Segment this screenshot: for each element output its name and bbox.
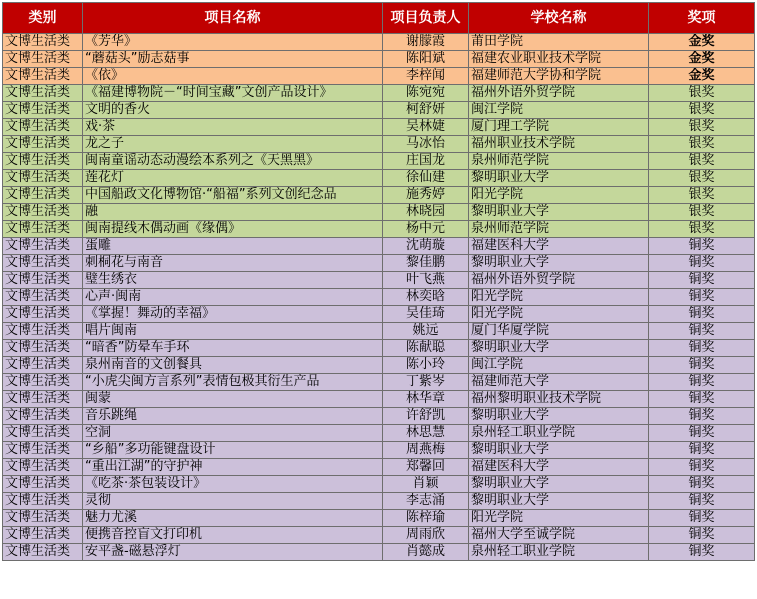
project-name-cell: “暗香”防晕车手环 bbox=[83, 340, 383, 357]
category-cell: 文博生活类 bbox=[3, 357, 83, 374]
school-cell: 黎明职业大学 bbox=[469, 408, 649, 425]
project-lead-cell: 林华章 bbox=[383, 391, 469, 408]
school-cell: 厦门理工学院 bbox=[469, 119, 649, 136]
category-cell: 文博生活类 bbox=[3, 68, 83, 85]
project-lead-cell: 许舒凯 bbox=[383, 408, 469, 425]
award-cell: 银奖 bbox=[649, 221, 755, 238]
table-row bbox=[3, 51, 755, 68]
project-lead-cell: 林思慧 bbox=[383, 425, 469, 442]
school-cell: 福州黎明职业技术学院 bbox=[469, 391, 649, 408]
school-cell: 福建农业职业技术学院 bbox=[469, 51, 649, 68]
header-category: 类别 bbox=[3, 3, 83, 34]
school-cell: 福州大学至诚学院 bbox=[469, 527, 649, 544]
category-cell: 文博生活类 bbox=[3, 221, 83, 238]
project-lead-cell: 黎佳鹏 bbox=[383, 255, 469, 272]
table-row bbox=[3, 238, 755, 255]
project-lead-cell: 柯舒妍 bbox=[383, 102, 469, 119]
project-name-cell: 唱片闽南 bbox=[83, 323, 383, 340]
project-name-cell: “小虎尖闽方言系列”表情包极其衍生产品 bbox=[83, 374, 383, 391]
award-cell: 铜奖 bbox=[649, 493, 755, 510]
project-name-cell: 戏·茶 bbox=[83, 119, 383, 136]
project-name-cell: 魅力尤溪 bbox=[83, 510, 383, 527]
table-row bbox=[3, 102, 755, 119]
table-row bbox=[3, 493, 755, 510]
project-name-cell: “重出江湖”的守护神 bbox=[83, 459, 383, 476]
school-cell: 黎明职业大学 bbox=[469, 493, 649, 510]
header-row bbox=[3, 3, 755, 34]
project-lead-cell: 肖懿成 bbox=[383, 544, 469, 561]
project-lead-cell: 陈献聪 bbox=[383, 340, 469, 357]
category-cell: 文博生活类 bbox=[3, 527, 83, 544]
project-name-cell: 文明的香火 bbox=[83, 102, 383, 119]
award-cell: 银奖 bbox=[649, 153, 755, 170]
award-cell: 铜奖 bbox=[649, 255, 755, 272]
school-cell: 阳光学院 bbox=[469, 306, 649, 323]
project-lead-cell: 陈小玲 bbox=[383, 357, 469, 374]
table-row bbox=[3, 187, 755, 204]
project-lead-cell: 肖颖 bbox=[383, 476, 469, 493]
category-cell: 文博生活类 bbox=[3, 119, 83, 136]
table-row bbox=[3, 391, 755, 408]
table-row bbox=[3, 476, 755, 493]
school-cell: 福州职业技术学院 bbox=[469, 136, 649, 153]
category-cell: 文博生活类 bbox=[3, 204, 83, 221]
category-cell: 文博生活类 bbox=[3, 34, 83, 51]
table-row bbox=[3, 306, 755, 323]
category-cell: 文博生活类 bbox=[3, 289, 83, 306]
project-name-cell: 《吃茶·茶包装设计》 bbox=[83, 476, 383, 493]
project-name-cell: 刺桐花与南音 bbox=[83, 255, 383, 272]
category-cell: 文博生活类 bbox=[3, 442, 83, 459]
table-row bbox=[3, 255, 755, 272]
category-cell: 文博生活类 bbox=[3, 238, 83, 255]
category-cell: 文博生活类 bbox=[3, 136, 83, 153]
table-row bbox=[3, 357, 755, 374]
project-name-cell: 安平盏-磁悬浮灯 bbox=[83, 544, 383, 561]
project-lead-cell: 李梓闻 bbox=[383, 68, 469, 85]
project-name-cell: “乡船”多功能键盘设计 bbox=[83, 442, 383, 459]
school-cell: 黎明职业大学 bbox=[469, 255, 649, 272]
category-cell: 文博生活类 bbox=[3, 85, 83, 102]
table-row bbox=[3, 442, 755, 459]
school-cell: 泉州轻工职业学院 bbox=[469, 425, 649, 442]
project-lead-cell: 林奕晗 bbox=[383, 289, 469, 306]
table-row bbox=[3, 153, 755, 170]
project-lead-cell: 姚远 bbox=[383, 323, 469, 340]
project-lead-cell: 谢朦霞 bbox=[383, 34, 469, 51]
table-row bbox=[3, 510, 755, 527]
school-cell: 黎明职业大学 bbox=[469, 170, 649, 187]
project-name-cell: 《依》 bbox=[83, 68, 383, 85]
project-lead-cell: 李志涌 bbox=[383, 493, 469, 510]
project-lead-cell: 施秀婷 bbox=[383, 187, 469, 204]
table-row bbox=[3, 340, 755, 357]
school-cell: 黎明职业大学 bbox=[469, 340, 649, 357]
project-name-cell: 璧生绣衣 bbox=[83, 272, 383, 289]
category-cell: 文博生活类 bbox=[3, 493, 83, 510]
category-cell: 文博生活类 bbox=[3, 170, 83, 187]
award-cell: 金奖 bbox=[649, 34, 755, 51]
project-name-cell: 闽蒙 bbox=[83, 391, 383, 408]
category-cell: 文博生活类 bbox=[3, 408, 83, 425]
category-cell: 文博生活类 bbox=[3, 544, 83, 561]
table-row bbox=[3, 459, 755, 476]
school-cell: 阳光学院 bbox=[469, 289, 649, 306]
table-row bbox=[3, 374, 755, 391]
award-cell: 铜奖 bbox=[649, 391, 755, 408]
awards-table bbox=[2, 2, 755, 561]
school-cell: 福建医科大学 bbox=[469, 238, 649, 255]
award-cell: 银奖 bbox=[649, 102, 755, 119]
project-name-cell: 龙之子 bbox=[83, 136, 383, 153]
school-cell: 泉州师范学院 bbox=[469, 153, 649, 170]
project-name-cell: 《福建博物院－“时间宝藏”文创产品设计》 bbox=[83, 85, 383, 102]
project-lead-cell: 陈梓瑜 bbox=[383, 510, 469, 527]
table-row bbox=[3, 323, 755, 340]
award-cell: 铜奖 bbox=[649, 289, 755, 306]
school-cell: 福州外语外贸学院 bbox=[469, 85, 649, 102]
school-cell: 泉州师范学院 bbox=[469, 221, 649, 238]
project-name-cell: 《掌握！舞动的幸福》 bbox=[83, 306, 383, 323]
award-cell: 铜奖 bbox=[649, 323, 755, 340]
award-cell: 铜奖 bbox=[649, 442, 755, 459]
header-project-lead: 项目负责人 bbox=[383, 3, 469, 34]
project-name-cell: 《芳华》 bbox=[83, 34, 383, 51]
category-cell: 文博生活类 bbox=[3, 187, 83, 204]
award-cell: 金奖 bbox=[649, 68, 755, 85]
category-cell: 文博生活类 bbox=[3, 391, 83, 408]
award-cell: 铜奖 bbox=[649, 544, 755, 561]
award-cell: 银奖 bbox=[649, 170, 755, 187]
project-lead-cell: 沈萌璇 bbox=[383, 238, 469, 255]
table-row bbox=[3, 527, 755, 544]
school-cell: 阳光学院 bbox=[469, 187, 649, 204]
category-cell: 文博生活类 bbox=[3, 255, 83, 272]
project-lead-cell: 丁紫岑 bbox=[383, 374, 469, 391]
header-school-name: 学校名称 bbox=[469, 3, 649, 34]
project-name-cell: 蛋雕 bbox=[83, 238, 383, 255]
project-name-cell: “蘑菇头”励志菇事 bbox=[83, 51, 383, 68]
table-row bbox=[3, 272, 755, 289]
award-cell: 铜奖 bbox=[649, 408, 755, 425]
award-cell: 金奖 bbox=[649, 51, 755, 68]
project-lead-cell: 周雨欣 bbox=[383, 527, 469, 544]
project-lead-cell: 郑馨回 bbox=[383, 459, 469, 476]
school-cell: 闽江学院 bbox=[469, 357, 649, 374]
school-cell: 福建医科大学 bbox=[469, 459, 649, 476]
table-row bbox=[3, 425, 755, 442]
school-cell: 闽江学院 bbox=[469, 102, 649, 119]
category-cell: 文博生活类 bbox=[3, 51, 83, 68]
table-row bbox=[3, 204, 755, 221]
project-lead-cell: 吴佳琦 bbox=[383, 306, 469, 323]
award-cell: 铜奖 bbox=[649, 272, 755, 289]
school-cell: 泉州轻工职业学院 bbox=[469, 544, 649, 561]
category-cell: 文博生活类 bbox=[3, 374, 83, 391]
header-award: 奖项 bbox=[649, 3, 755, 34]
table-row bbox=[3, 34, 755, 51]
project-name-cell: 音乐跳绳 bbox=[83, 408, 383, 425]
project-lead-cell: 吴林婕 bbox=[383, 119, 469, 136]
table-row bbox=[3, 408, 755, 425]
award-cell: 铜奖 bbox=[649, 527, 755, 544]
project-lead-cell: 林晓园 bbox=[383, 204, 469, 221]
award-cell: 铜奖 bbox=[649, 306, 755, 323]
project-lead-cell: 陈宛宛 bbox=[383, 85, 469, 102]
project-name-cell: 灵彻 bbox=[83, 493, 383, 510]
award-cell: 银奖 bbox=[649, 136, 755, 153]
school-cell: 黎明职业大学 bbox=[469, 476, 649, 493]
project-name-cell: 中国船政文化博物馆·“船福”系列文创纪念品 bbox=[83, 187, 383, 204]
project-lead-cell: 周燕梅 bbox=[383, 442, 469, 459]
school-cell: 莆田学院 bbox=[469, 34, 649, 51]
school-cell: 福州外语外贸学院 bbox=[469, 272, 649, 289]
table-row bbox=[3, 85, 755, 102]
project-name-cell: 闽南童谣动态动漫绘本系列之《天黑黑》 bbox=[83, 153, 383, 170]
category-cell: 文博生活类 bbox=[3, 425, 83, 442]
award-cell: 铜奖 bbox=[649, 425, 755, 442]
project-lead-cell: 马冰怡 bbox=[383, 136, 469, 153]
project-lead-cell: 陈阳斌 bbox=[383, 51, 469, 68]
school-cell: 厦门华厦学院 bbox=[469, 323, 649, 340]
project-lead-cell: 徐仙建 bbox=[383, 170, 469, 187]
table-row bbox=[3, 136, 755, 153]
award-cell: 铜奖 bbox=[649, 357, 755, 374]
category-cell: 文博生活类 bbox=[3, 510, 83, 527]
award-cell: 银奖 bbox=[649, 85, 755, 102]
project-name-cell: 便携音控盲文打印机 bbox=[83, 527, 383, 544]
project-name-cell: 莲花灯 bbox=[83, 170, 383, 187]
table-row bbox=[3, 170, 755, 187]
award-cell: 银奖 bbox=[649, 204, 755, 221]
category-cell: 文博生活类 bbox=[3, 153, 83, 170]
category-cell: 文博生活类 bbox=[3, 459, 83, 476]
table-row bbox=[3, 289, 755, 306]
award-cell: 铜奖 bbox=[649, 476, 755, 493]
category-cell: 文博生活类 bbox=[3, 476, 83, 493]
award-cell: 铜奖 bbox=[649, 340, 755, 357]
project-lead-cell: 庄国龙 bbox=[383, 153, 469, 170]
award-cell: 银奖 bbox=[649, 187, 755, 204]
project-name-cell: 空洞 bbox=[83, 425, 383, 442]
category-cell: 文博生活类 bbox=[3, 306, 83, 323]
award-cell: 铜奖 bbox=[649, 459, 755, 476]
school-cell: 黎明职业大学 bbox=[469, 204, 649, 221]
project-lead-cell: 杨中元 bbox=[383, 221, 469, 238]
award-cell: 铜奖 bbox=[649, 374, 755, 391]
school-cell: 黎明职业大学 bbox=[469, 442, 649, 459]
school-cell: 阳光学院 bbox=[469, 510, 649, 527]
header-project-name: 项目名称 bbox=[83, 3, 383, 34]
table-row bbox=[3, 544, 755, 561]
category-cell: 文博生活类 bbox=[3, 102, 83, 119]
project-lead-cell: 叶飞燕 bbox=[383, 272, 469, 289]
category-cell: 文博生活类 bbox=[3, 323, 83, 340]
table-row bbox=[3, 68, 755, 85]
school-cell: 福建师范大学 bbox=[469, 374, 649, 391]
project-name-cell: 心声·闽南 bbox=[83, 289, 383, 306]
award-cell: 银奖 bbox=[649, 119, 755, 136]
school-cell: 福建师范大学协和学院 bbox=[469, 68, 649, 85]
project-name-cell: 闽南提线木偶动画《缘偶》 bbox=[83, 221, 383, 238]
category-cell: 文博生活类 bbox=[3, 272, 83, 289]
project-name-cell: 泉州南音的文创餐具 bbox=[83, 357, 383, 374]
award-cell: 铜奖 bbox=[649, 238, 755, 255]
project-name-cell: 融 bbox=[83, 204, 383, 221]
category-cell: 文博生活类 bbox=[3, 340, 83, 357]
table-row bbox=[3, 119, 755, 136]
table-row bbox=[3, 221, 755, 238]
award-cell: 铜奖 bbox=[649, 510, 755, 527]
